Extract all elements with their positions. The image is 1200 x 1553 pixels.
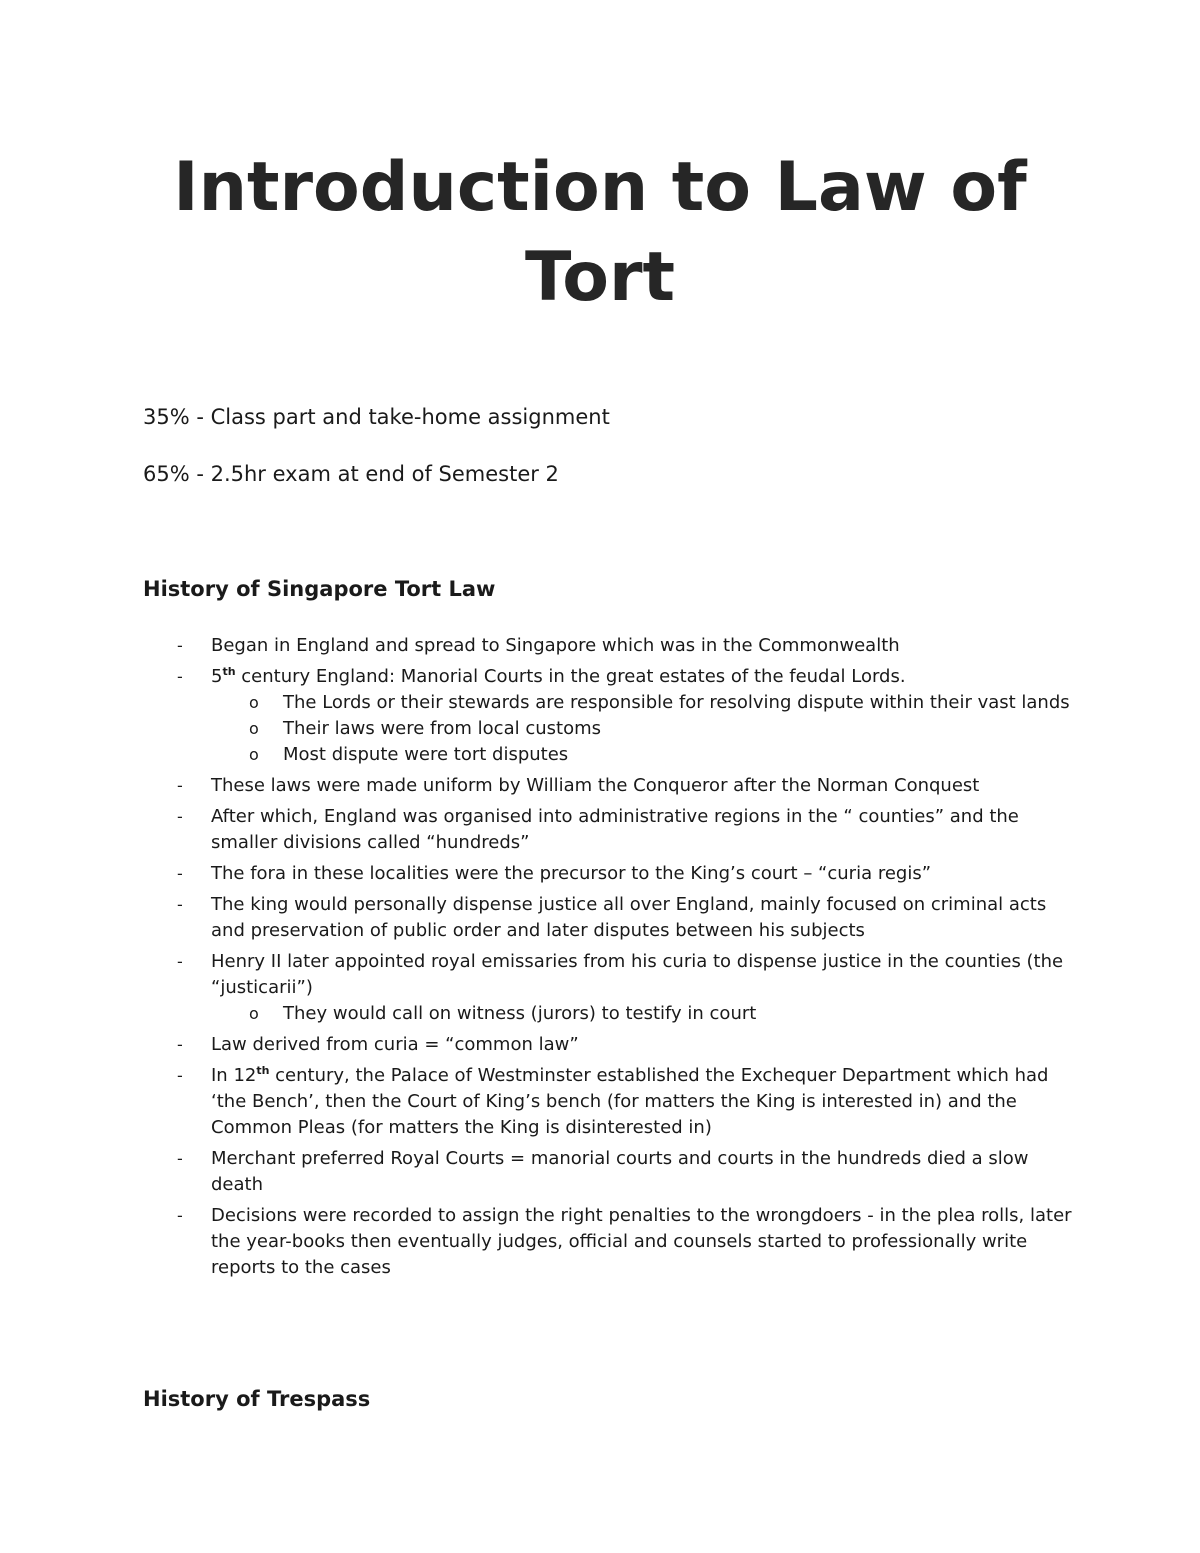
dash-marker: - bbox=[177, 1149, 183, 1168]
bullet-text-prefix: In 12 bbox=[211, 1065, 257, 1086]
sub-bullet-item bbox=[143, 742, 1073, 768]
assessment-weight-2: 65% - 2.5hr exam at end of Semester 2 bbox=[143, 462, 559, 486]
bullet-item bbox=[143, 1203, 1073, 1281]
dash-marker: - bbox=[177, 952, 183, 971]
assessment-weight-1: 35% - Class part and take-home assignment bbox=[143, 405, 610, 429]
bullet-item bbox=[143, 1146, 1073, 1198]
circle-marker: o bbox=[249, 719, 259, 738]
bullet-text-prefix: 5 bbox=[211, 666, 223, 687]
bullet-text: Most dispute were tort disputes bbox=[283, 744, 569, 765]
bullet-text: The king would personally dispense justice all over England, mainly focused on criminal acts and preservation of public order and later disputes between his subjects bbox=[211, 894, 1047, 941]
sub-bullet-item bbox=[143, 716, 1073, 742]
dash-marker: - bbox=[177, 1206, 183, 1225]
dash-marker: - bbox=[177, 776, 183, 795]
bullet-text: century, the Palace of Westminster established the Exchequer Department which had ‘the Bench’, then the Court of King’s bench (for matters the King is interested in) and the Common Pleas (for matters the King is disinterested in) bbox=[211, 1065, 1049, 1138]
bullet-item bbox=[143, 861, 1073, 887]
bullet-text: Merchant preferred Royal Courts = manorial courts and courts in the hundreds died a slow death bbox=[211, 1148, 1029, 1195]
dash-marker: - bbox=[177, 864, 183, 883]
section-heading-trespass: History of Trespass bbox=[143, 1387, 371, 1411]
bullet-text: They would call on witness (jurors) to testify in court bbox=[283, 1003, 757, 1024]
bullet-text: Their laws were from local customs bbox=[283, 718, 601, 739]
bullet-text: The Lords or their stewards are responsible for resolving dispute within their vast lands bbox=[283, 692, 1070, 713]
dash-marker: - bbox=[177, 636, 183, 655]
dash-marker: - bbox=[177, 667, 183, 686]
dash-marker: - bbox=[177, 1066, 183, 1085]
dash-marker: - bbox=[177, 807, 183, 826]
bullet-text: Decisions were recorded to assign the right penalties to the wrongdoers - in the plea rolls, later the year-books then eventually judges, official and counsels started to professionally write reports to the cases bbox=[211, 1205, 1072, 1278]
bullet-text: century England: Manorial Courts in the great estates of the feudal Lords. bbox=[235, 666, 906, 687]
ordinal-suffix: th bbox=[222, 665, 236, 678]
sub-bullet-item bbox=[143, 690, 1073, 716]
bullet-text: After which, England was organised into administrative regions in the “ counties” and the smaller divisions called “hundreds” bbox=[211, 806, 1019, 853]
bullet-text: Law derived from curia = “common law” bbox=[211, 1034, 579, 1055]
ordinal-suffix: th bbox=[256, 1064, 270, 1077]
bullet-text: The fora in these localities were the precursor to the King’s court – “curia regis” bbox=[211, 863, 932, 884]
bullet-text: Henry II later appointed royal emissaries from his curia to dispense justice in the counties (the “justicarii”) bbox=[211, 951, 1064, 998]
document-title bbox=[100, 143, 1100, 323]
bullet-item bbox=[143, 1063, 1073, 1141]
circle-marker: o bbox=[249, 745, 259, 764]
bullet-item bbox=[143, 1032, 1073, 1058]
sub-bullet-item bbox=[143, 1001, 1073, 1027]
history-bullet-list bbox=[143, 633, 1073, 1281]
dash-marker: - bbox=[177, 1035, 183, 1054]
title-line-1: Introduction to Law of bbox=[173, 148, 1027, 227]
bullet-text: These laws were made uniform by William the Conqueror after the Norman Conquest bbox=[211, 775, 980, 796]
circle-marker: o bbox=[249, 693, 259, 712]
section-heading-singapore-tort-law: History of Singapore Tort Law bbox=[143, 577, 496, 601]
bullet-item bbox=[143, 633, 1073, 659]
bullet-item bbox=[143, 804, 1073, 856]
title-line-2: Tort bbox=[524, 238, 676, 317]
circle-marker: o bbox=[249, 1004, 259, 1023]
dash-marker: - bbox=[177, 895, 183, 914]
bullet-item bbox=[143, 892, 1073, 944]
bullet-item bbox=[143, 664, 1073, 690]
bullet-text: Began in England and spread to Singapore which was in the Commonwealth bbox=[211, 635, 900, 656]
bullet-item bbox=[143, 949, 1073, 1001]
bullet-item bbox=[143, 773, 1073, 799]
